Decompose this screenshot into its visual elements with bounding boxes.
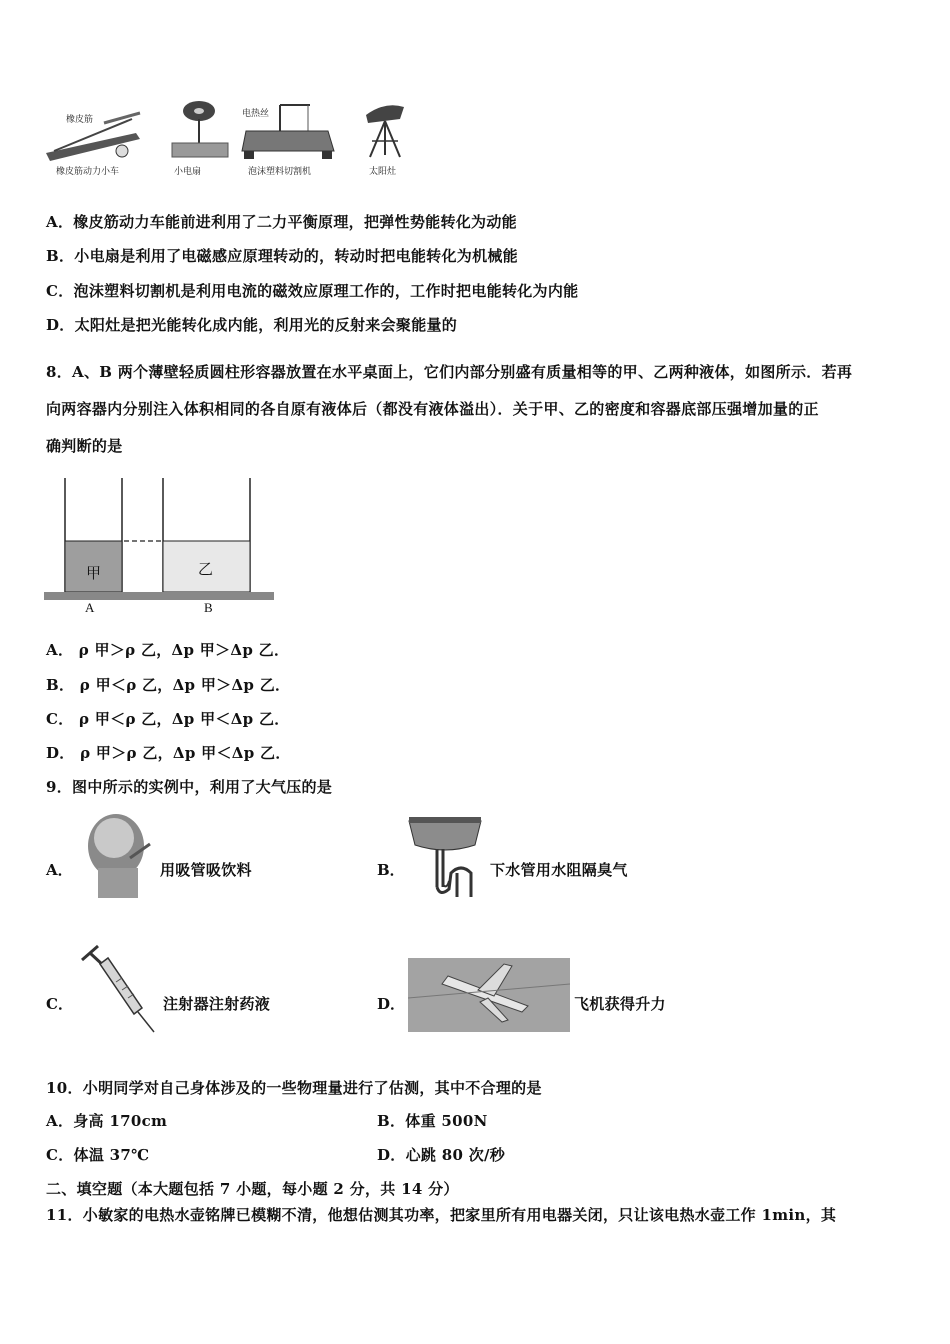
syringe-image [78,942,160,1036]
q10-option-c: C．体温 37℃ [46,1146,150,1164]
q7-option-a: A．橡皮筋动力车能前进利用了二力平衡原理，把弹性势能转化为动能 [46,213,517,231]
q10-stem: 10．小明同学对自己身体涉及的一些物理量进行了估测，其中不合理的是 [46,1079,542,1097]
q9-option-c-text: 注射器注射药液 [163,995,271,1013]
airplane-image [408,958,570,1032]
q8-option-d: D． ρ 甲＞ρ 乙，Δp 甲＜Δp 乙． [46,744,291,762]
q8-stem-line-3: 确判断的是 [46,437,123,455]
q8-option-b: B． ρ 甲＜ρ 乙，Δp 甲＞Δp 乙． [46,676,291,694]
q9-option-d-letter: D． [377,995,406,1013]
q9-option-a-letter: A． [46,861,73,879]
liquid-b-label: 乙 [198,562,214,578]
q8-containers-figure [44,478,274,618]
straw-drinking-image [78,808,158,898]
caption-rubber-band-car: 橡皮筋动力小车 [56,167,120,177]
caption-rubber-band: 橡皮筋 [66,115,94,125]
rubber-band-car-image [44,105,154,165]
container-a-label: A [85,600,95,615]
q9-option-d-text: 飞机获得升力 [574,995,666,1013]
q7-option-c: C．泡沫塑料切割机是利用电流的磁效应原理工作的，工作时把电能转化为内能 [46,282,579,300]
caption-small-fan: 小电扇 [174,167,202,177]
q7-option-b: B．小电扇是利用了电磁感应原理转动的，转动时把电能转化为机械能 [46,247,518,265]
q8-option-c: C． ρ 甲＜ρ 乙，Δp 甲＜Δp 乙． [46,710,290,728]
caption-heating-wire: 电热丝 [242,109,270,119]
q9-option-c-letter: C． [46,995,73,1013]
q7-figure-strip [44,97,411,177]
caption-solar-cooker: 太阳灶 [369,167,397,177]
container-b-label: B [204,600,213,615]
q10-option-b: B．体重 500N [377,1112,488,1130]
q9-option-b-text: 下水管用水阻隔臭气 [490,861,628,879]
q9-stem: 9．图中所示的实例中，利用了大气压的是 [46,778,333,796]
q7-option-d: D．太阳灶是把光能转化成内能，利用光的反射来会聚能量的 [46,316,458,334]
q9-option-b-letter: B． [377,861,405,879]
q8-stem-line-1: 8．A、B 两个薄壁轻质圆柱形容器放置在水平桌面上，它们内部分别盛有质量相等的甲、乙两种液体，如图所示．若再 [46,363,853,381]
drain-trap-image [405,815,485,897]
q10-option-d: D．心跳 80 次/秒 [377,1146,506,1164]
q9-option-a-text: 用吸管吸饮料 [160,861,252,879]
section-2-heading: 二、填空题（本大题包括 7 小题，每小题 2 分，共 14 分） [46,1180,459,1198]
small-fan-image [164,99,234,161]
caption-foam-cutter: 泡沫塑料切割机 [248,167,312,177]
q10-option-a: A．身高 170cm [46,1112,168,1130]
q8-option-a: A． ρ 甲＞ρ 乙，Δp 甲＞Δp 乙． [46,641,290,659]
solar-cooker-image [360,97,410,161]
liquid-a-label: 甲 [86,566,102,582]
q8-stem-line-2: 向两容器内分别注入体积相同的各自原有液体后（都没有液体溢出）．关于甲、乙的密度和容器底部压强增加量的正 [46,400,819,418]
q11-stem: 11．小敏家的电热水壶铭牌已模糊不清，他想估测其功率，把家里所有用电器关闭，只让该电热水壶工作 1min，其 [46,1206,837,1224]
